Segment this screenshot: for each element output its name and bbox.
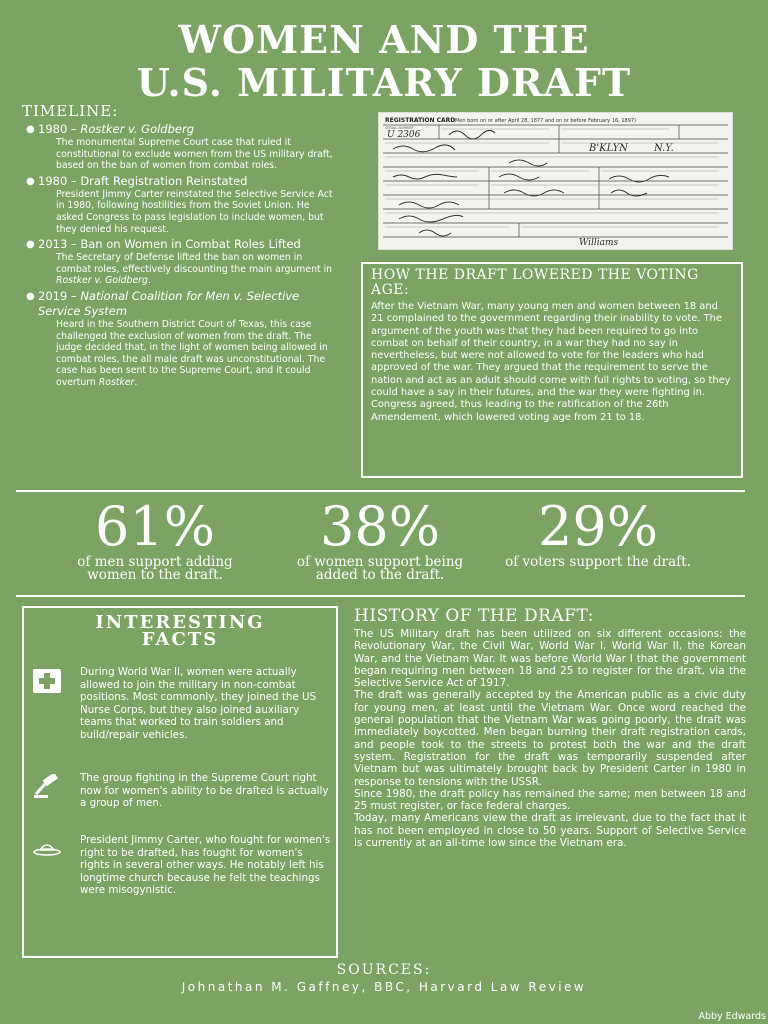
serial-value: U 2306 — [387, 130, 421, 140]
history-section — [354, 607, 746, 849]
stat-caption: of men support adding women to the draft. — [77, 554, 233, 583]
timeline-event: Draft Registration Reinstated — [80, 173, 248, 188]
facts-heading — [24, 614, 336, 648]
timeline-year: 1980 – — [38, 122, 81, 136]
fact-text: The group fighting in the Supreme Court right now for women's ability to be drafted is actually a group of men. — [80, 772, 329, 810]
card-city: B'KLYN — [589, 143, 628, 154]
timeline-year: 2019 – — [38, 288, 81, 303]
stat-voters — [498, 495, 698, 570]
stat-value: 29% — [537, 495, 659, 558]
title-line-2: U.S. MILITARY DRAFT — [136, 60, 632, 105]
stat-caption: of women support being added to the draft. — [296, 554, 464, 583]
author-credit: Abby Edwards — [698, 1011, 766, 1022]
divider — [16, 490, 745, 492]
stat-caption: of voters support the draft. — [505, 554, 691, 570]
gavel-icon — [32, 774, 62, 800]
timeline-body — [38, 319, 336, 389]
stat-men — [55, 495, 255, 583]
sources-list: Johnathan M. Gaffney, BBC, Harvard Law Review — [181, 980, 587, 994]
timeline-body: The monumental Supreme Court case that ruled it constitutional to exclude women from the US military draft, based on the ban of women from combat roles. — [56, 137, 333, 172]
facts-heading-text: INTERESTING FACTS — [95, 612, 265, 650]
timeline-body: President Jimmy Carter reinstated the Selective Service Act in 1980, following hostilities from the Soviet Union. He asked Congress to pass legislation to include women, but they denied his request. — [56, 188, 333, 235]
stat-value: 61% — [94, 495, 216, 558]
timeline-item — [22, 174, 336, 235]
timeline-item — [22, 237, 336, 287]
fact-item — [32, 772, 332, 810]
stat-value: 38% — [319, 495, 441, 558]
fact-item — [32, 834, 332, 897]
card-header: REGISTRATION CARD — [385, 117, 456, 124]
serial-label: SERIAL NUMBER — [385, 126, 414, 130]
card-header-note: (Men born on or after April 28, 1877 and on or before February 16, 1897) — [453, 118, 637, 124]
history-paragraph: The US Military draft has been utilized on six different occasions: the Revolutionary War, the Civil War, World War I, World War II, the Korean War, and the Vietnam War. It was before World War I that the government began requiring men between 18 and 25 to register for the draft, via the Selective Service Act of 1917. — [354, 628, 746, 690]
poster-title — [0, 18, 768, 104]
history-heading: HISTORY OF THE DRAFT: — [354, 606, 594, 626]
fact-text: President Jimmy Carter, who fought for women's right to be drafted, has fought for women's rights in several other ways. He notably left his longtime church because he felt the teachings were misogynistic. — [80, 834, 331, 897]
timeline-body-text: The Secretary of Defense lifted the ban on women in combat roles, effectively discounting the main argument in — [56, 252, 333, 275]
card-footer-value: Williams — [579, 238, 619, 248]
timeline-section — [22, 102, 336, 391]
timeline-event: Ban on Women in Combat Roles Lifted — [80, 237, 301, 252]
timeline-year: 1980 – — [38, 173, 81, 188]
history-paragraph: Since 1980, the draft policy has remained the same; men between 18 and 25 must register, or face federal charges. — [354, 787, 746, 813]
bullet-icon: ● — [26, 239, 35, 251]
voting-heading: HOW THE DRAFT LOWERED THE VOTING AGE: — [371, 267, 699, 298]
title-line-1: WOMEN AND THE — [178, 17, 590, 62]
sources-section — [0, 962, 768, 995]
case-name: Rostker — [98, 376, 135, 388]
timeline-year: 2013 – — [38, 237, 81, 252]
voting-age-box — [361, 262, 743, 478]
bullet-icon: ● — [26, 175, 35, 187]
fact-text: During World War II, women were actually allowed to join the military in non-combat positions. Most commonly, they joined the US Nurse Corps, but they also joined auxiliary teams that worked to train soldiers and build/repair vehicles. — [80, 666, 317, 741]
stat-women — [280, 495, 480, 583]
divider — [16, 595, 745, 597]
bullet-icon: ● — [26, 124, 35, 135]
timeline-item — [22, 289, 336, 389]
card-state: N.Y. — [654, 143, 674, 154]
timeline-item — [22, 122, 336, 172]
timeline-event: Rostker v. Goldberg — [80, 122, 194, 136]
timeline-body-end: . — [134, 376, 138, 388]
medical-cross-icon — [32, 668, 62, 694]
case-name: Rostker v. Goldberg — [56, 275, 148, 287]
timeline-body-text: Heard in the Southern District Court of Texas, this case challenged the exclusion of women from the draft. The judge decided that, in the light of women being allowed in combat roles, the all male draft was unconstitutional. The case has been sent to the Supreme Court, and it could overturn — [56, 318, 328, 388]
interesting-facts-box — [22, 606, 338, 958]
fact-item — [32, 666, 332, 742]
timeline-body — [38, 252, 336, 287]
history-paragraph: Today, many Americans view the draft as irrelevant, due to the fact that it has not been employed in close to 50 years. Support of Selective Service is currently at an all-time low since the Vietnam era. — [354, 812, 746, 850]
timeline-heading: TIMELINE: — [22, 102, 119, 120]
voting-body: After the Vietnam War, many young men and women between 18 and 21 complained to the government regarding their inability to vote. The argument of the youth was that they had been required to go into combat on behalf of their country, in a war they had no say in nevertheless, but were not allowed to vote for the leaders who had approved of the war. They argued that the requirement to serve the nation and act as an adult should come with full rights to voting, so they could have a say in their futures, and the war they were fighting in. Congress agreed, thus leading to the ratification of the 26th Amendement, which lowered voting age from 21 to 18. — [371, 301, 731, 423]
timeline-event: National Coalition for Men v. Selective Service System — [38, 288, 300, 318]
bullet-icon: ● — [26, 290, 35, 302]
hat-icon — [32, 836, 62, 862]
registration-card-drawing — [379, 113, 732, 249]
timeline-body-end: . — [147, 275, 151, 287]
draft-registration-card-image — [378, 112, 733, 250]
history-paragraph: The draft was generally accepted by the American public as a civic duty for young men, at least until the Vietnam War. Once word reached the general population that the Vietnam War was going poorly, the draft was immediately boycotted. Men began burning their draft registration cards, and people took to the streets to protest both the war and the draft system. Registration for the draft was temporarily suspended after Vietnam but was ultimately brought back by President Carter in 1980 in response to tensions with the USSR. — [354, 689, 746, 788]
sources-heading: SOURCES: — [336, 962, 432, 978]
